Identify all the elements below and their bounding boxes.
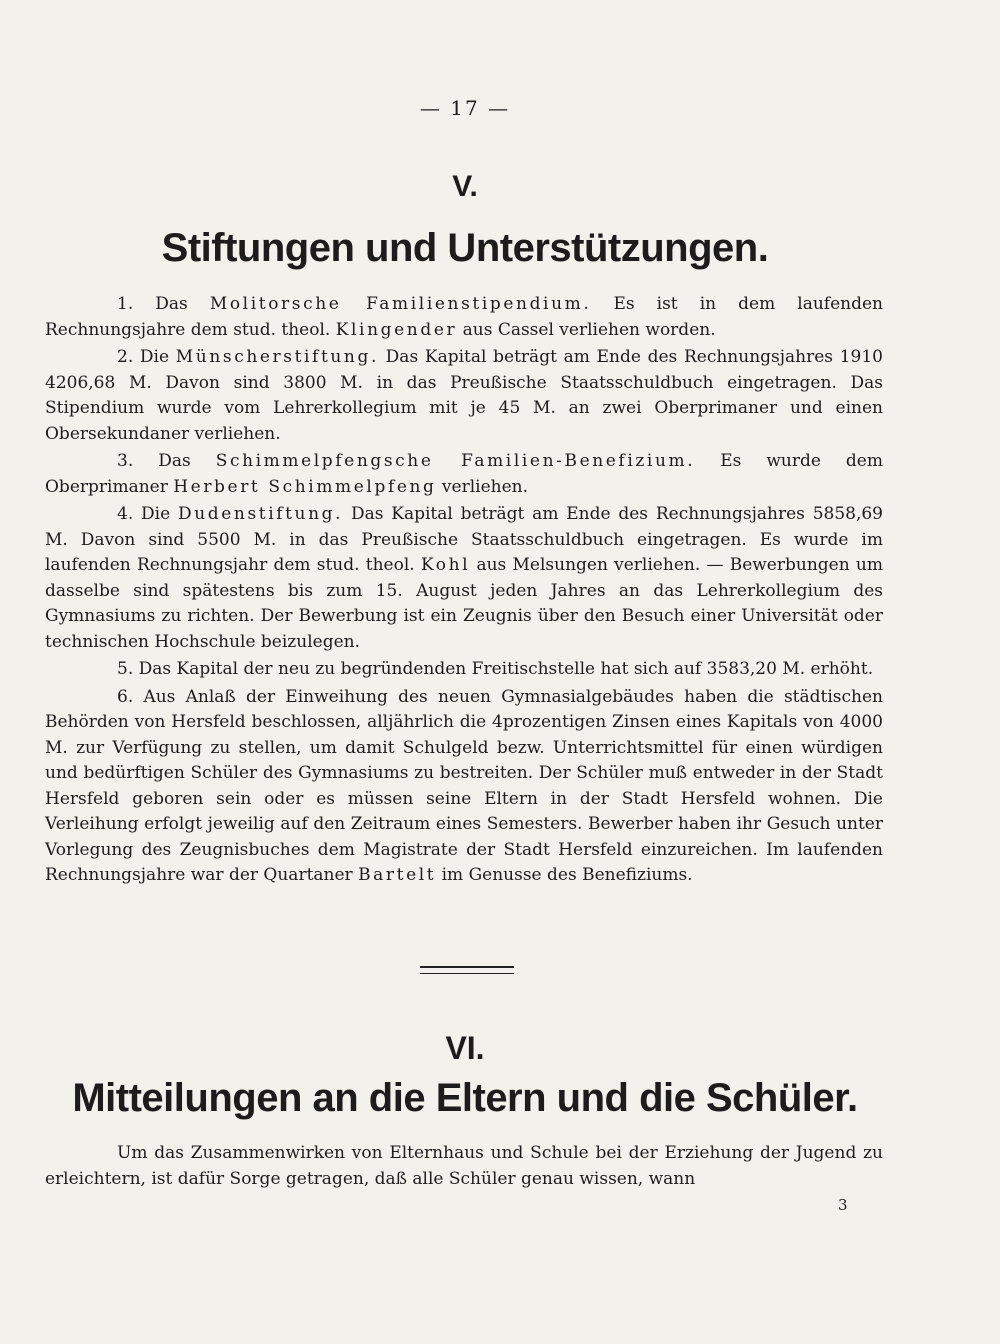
item-text: Es wurde dem Oberprimaner	[45, 451, 883, 497]
item-text: Das Kapital beträgt am Ende des Rechnungsjahres 1910 4206,68 M. Davon sind 3800 M. in das Preußische Staatsschuldbuch eingetragen. Das Stipendium wurde vom Lehrerkollegium mit je 45 M. an zwei Oberprimaner und einen Obersekundaner verliehen.	[45, 347, 883, 444]
item-text: verliehen.	[436, 476, 529, 497]
section-title-stiftungen: Stiftungen und Unterstützungen.	[161, 226, 769, 270]
section-numeral-v: V.	[452, 170, 478, 203]
recipient-name: Klingender	[335, 319, 458, 340]
item-text: im Genusse des Benefiziums.	[436, 865, 693, 885]
paragraph-item-3	[45, 449, 883, 500]
section-divider	[420, 966, 514, 974]
recipient-name: Bartelt	[358, 865, 437, 885]
foundation-name: Münscherstiftung.	[175, 347, 379, 367]
item-text: aus Melsungen verliehen. — Bewerbungen um dasselbe sind spätestens bis zum 15. August jeden Jahres an das Lehrerkollegium des Gymnasiums zu richten. Der Bewerbung ist ein Zeugnis über den Besuch einer Universität oder technischen Hochschule beizulegen.	[45, 555, 883, 652]
recipient-name: Herbert Schimmelpfeng	[173, 476, 437, 497]
item-text: Das Kapital beträgt am Ende des Rechnungsjahres 5858,69 M. Davon sind 5500 M. in das Preußische Staatsschuldbuch eingetragen. Es wurde im laufenden Rechnungsjahr dem stud. theol.	[45, 504, 883, 575]
section-body-stiftungen	[45, 292, 883, 891]
sheet-signature: 3	[838, 1196, 848, 1214]
foundation-name: Schimmelpfengsche Familien-Benefizium.	[215, 451, 696, 471]
page-number: — 17 —	[419, 96, 511, 120]
item-prefix: 4. Die	[117, 504, 178, 524]
item-prefix: 3. Das	[117, 451, 216, 471]
item-prefix: 2. Die	[117, 347, 176, 367]
section-numeral-vi: VI.	[445, 1030, 485, 1066]
paragraph-intro: Um das Zusammenwirken von Elternhaus und Schule bei der Erziehung der Jugend zu erleichtern, ist dafür Sorge getragen, daß alle Schüler genau wissen, wann	[45, 1143, 883, 1189]
section-title-mitteilungen: Mitteilungen an die Eltern und die Schüler.	[72, 1076, 858, 1120]
paragraph-item-2	[45, 345, 883, 447]
item-text: 6. Aus Anlaß der Einweihung des neuen Gymnasialgebäudes haben die städtischen Behörden von Hersfeld beschlossen, alljährlich die 4prozentigen Zinsen eines Kapitals von 4000 M. zur Verfügung zu stellen, um damit Schulgeld bezw. Unterrichtsmittel für einen würdigen und bedürftigen Schüler des Gymnasiums zu bestreiten. Der Schüler muß entweder in der Stadt Hersfeld geboren sein oder es müssen seine Eltern in der Stadt Hersfeld wohnen. Die Verleihung erfolgt jeweilig auf den Zeitraum eines Semesters. Bewerber haben ihr Gesuch unter Vorlegung des Zeugnisbuches dem Magistrate der Stadt Hersfeld einzureichen. Im laufenden Rechnungsjahre war der Quartaner	[45, 686, 883, 885]
section-body-mitteilungen	[45, 1141, 883, 1192]
foundation-name: Dudenstiftung.	[177, 504, 344, 524]
paragraph-item-1	[45, 292, 883, 343]
recipient-name: Kohl	[420, 555, 471, 575]
item-text: Es ist in dem laufenden Rechnungsjahre dem stud. theol.	[45, 294, 883, 340]
paragraph-item-5	[45, 657, 883, 683]
paragraph-item-4	[45, 502, 883, 655]
foundation-name: Molitorsche Familienstipendium.	[209, 294, 592, 314]
item-text: 5. Das Kapital der neu zu begründenden Freitischstelle hat sich auf 3583,20 M. erhöht.	[117, 659, 874, 679]
item-text: aus Cassel verliehen worden.	[457, 319, 716, 340]
item-prefix: 1. Das	[117, 294, 210, 314]
paragraph-item-6	[45, 685, 883, 889]
